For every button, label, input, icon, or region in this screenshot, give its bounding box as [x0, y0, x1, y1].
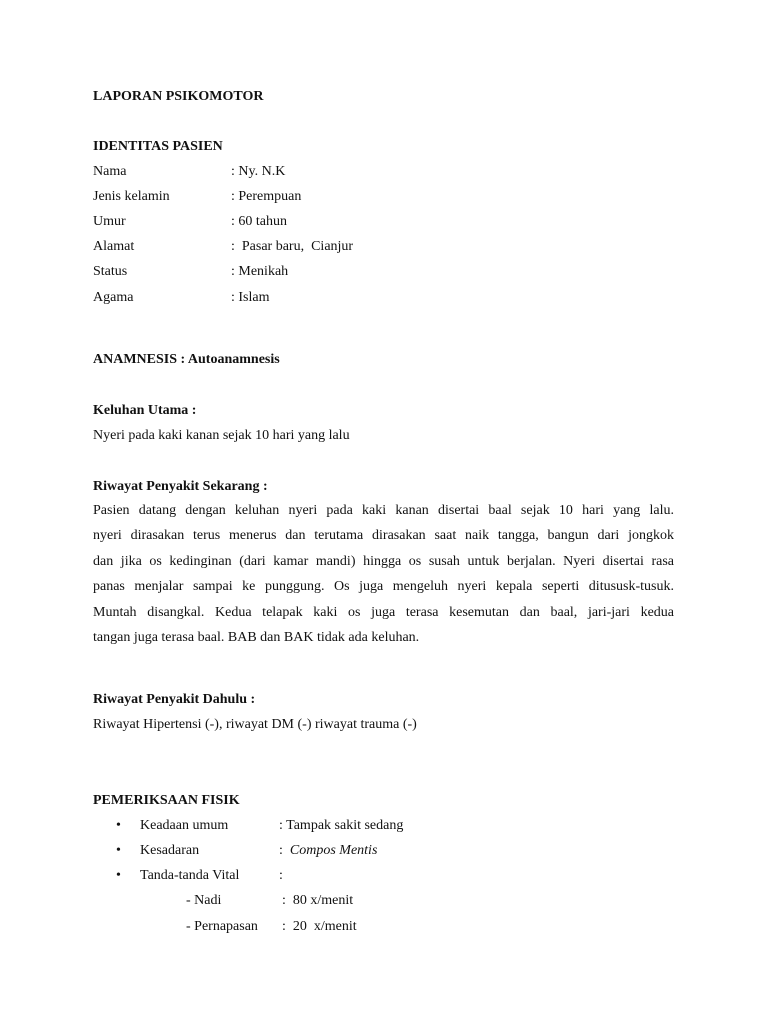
- bullet-icon: •: [116, 818, 121, 833]
- rps-line: panas menjalar sampai ke punggung. Os juga mengeluh nyeri kepala seperti ditususk-tusuk.: [93, 579, 674, 595]
- keluhan-text: Nyeri pada kaki kanan sejak 10 hari yang lalu: [93, 428, 350, 443]
- alamat-value: : Pasar baru, Cianjur: [231, 239, 354, 254]
- rps-line: dan jika os kedinginan (dari kamar mandi) hingga os susah untuk berjalan. Nyeri disertai rasa: [93, 553, 674, 569]
- keadaan-umum-value: : Tampak sakit sedang: [279, 818, 404, 833]
- rpd-heading: Riwayat Penyakit Dahulu :: [93, 692, 256, 707]
- tanda-vital-value: :: [279, 868, 283, 883]
- rps-line: nyeri dirasakan terus menerus dan terutama dirasakan saat naik tangga, bangun dari jongkok: [93, 528, 674, 544]
- status-value: : Menikah: [231, 264, 289, 279]
- kesadaran-label: Kesadaran: [140, 843, 200, 858]
- report-title: LAPORAN PSIKOMOTOR: [93, 89, 264, 104]
- alamat-label: Alamat: [93, 239, 135, 254]
- status-label: Status: [93, 264, 128, 279]
- fisik-heading: PEMERIKSAAN FISIK: [93, 793, 240, 808]
- nama-label: Nama: [93, 164, 127, 179]
- rps-line: Muntah disangkal. Kedua telapak kaki os juga terasa kesemutan dan baal, jari-jari kedua: [93, 604, 674, 620]
- keadaan-umum-label: Keadaan umum: [140, 818, 229, 833]
- umur-value: : 60 tahun: [231, 214, 287, 229]
- rps-paragraph: [93, 498, 674, 650]
- anamnesis-heading: ANAMNESIS : Autoanamnesis: [93, 352, 280, 367]
- nama-value: : Ny. N.K: [231, 164, 286, 179]
- nadi-label: - Nadi: [186, 893, 222, 908]
- bullet-icon: •: [116, 868, 121, 883]
- nadi-value: : 80 x/menit: [282, 893, 354, 908]
- tanda-vital-label: Tanda-tanda Vital: [140, 868, 240, 883]
- kesadaran-value: [279, 842, 377, 860]
- pernapasan-label: - Pernapasan: [186, 919, 258, 934]
- rps-line: tangan juga terasa baal. BAB dan BAK tidak ada keluhan.: [93, 629, 420, 645]
- umur-label: Umur: [93, 214, 126, 229]
- bullet-icon: •: [116, 843, 121, 858]
- agama-label: Agama: [93, 290, 134, 305]
- jenis-kelamin-label: Jenis kelamin: [93, 189, 170, 204]
- pernapasan-value: : 20 x/menit: [282, 919, 357, 934]
- kesadaran-value-prefix: :: [279, 843, 290, 858]
- rps-heading: Riwayat Penyakit Sekarang :: [93, 479, 268, 494]
- rps-line: Pasien datang dengan keluhan nyeri pada kaki kanan disertai baal sejak 10 hari yang lalu.: [93, 503, 674, 518]
- rpd-text: Riwayat Hipertensi (-), riwayat DM (-) riwayat trauma (-): [93, 717, 417, 732]
- agama-value: : Islam: [231, 290, 270, 305]
- keluhan-heading: Keluhan Utama :: [93, 403, 197, 418]
- identitas-heading: IDENTITAS PASIEN: [93, 139, 223, 154]
- jenis-kelamin-value: : Perempuan: [231, 189, 302, 204]
- kesadaran-value-italic: Compos Mentis: [289, 843, 378, 858]
